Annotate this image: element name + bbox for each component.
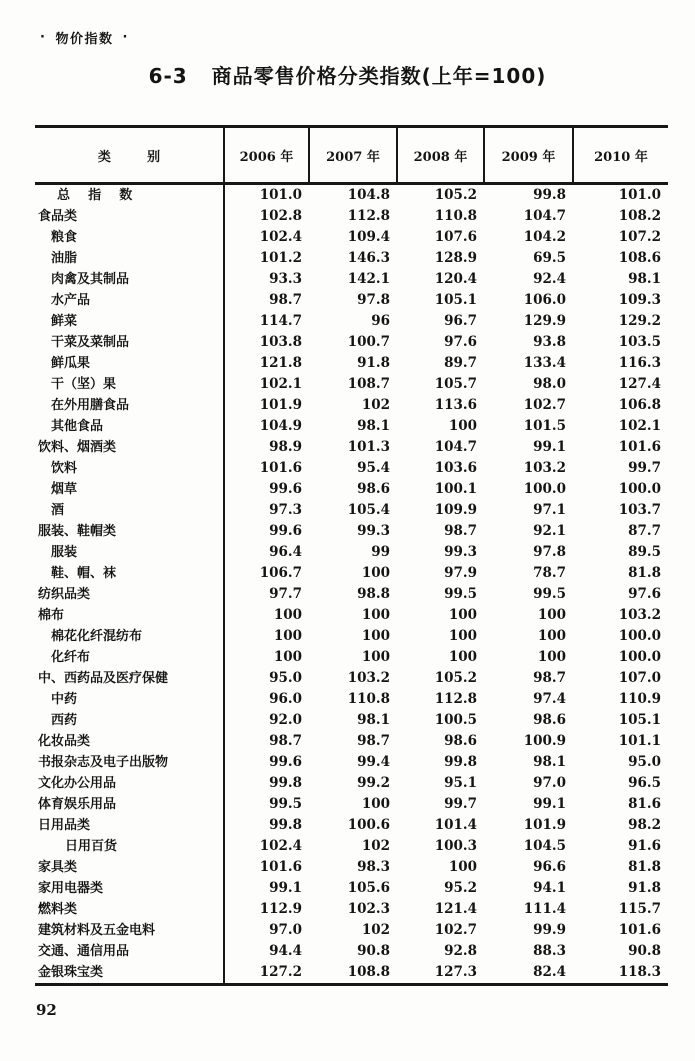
value-cell: 127.4 (618, 376, 661, 392)
value-cell: 106.7 (259, 565, 302, 581)
value-cell: 142.1 (347, 271, 390, 287)
value-cell: 99.8 (269, 775, 302, 791)
table-row (35, 332, 668, 353)
value-cell: 96 (371, 313, 390, 329)
value-cell: 121.8 (259, 355, 302, 371)
value-cell: 118.3 (618, 964, 661, 980)
row-label: 化妆品类 (35, 731, 224, 752)
value-cell: 100 (361, 628, 390, 644)
value-cell: 100.1 (434, 481, 477, 497)
value-cell: 99.8 (533, 187, 566, 203)
value-cell: 102.1 (618, 418, 661, 434)
value-cell: 112.8 (347, 208, 390, 224)
page-title: 6-3 商品零售价格分类指数(上年=100) (148, 64, 547, 88)
table-row (35, 542, 668, 563)
value-cell: 105.7 (434, 376, 477, 392)
table-row (35, 605, 668, 626)
value-cell: 91.6 (628, 838, 661, 854)
table-row (35, 395, 668, 416)
table-row (35, 962, 668, 985)
table-row (35, 899, 668, 920)
column-header-year: 2009 年 (484, 127, 573, 184)
row-label: 棉布 (35, 605, 224, 626)
value-cell: 91.8 (357, 355, 390, 371)
value-cell: 101.6 (618, 922, 661, 938)
table-row (35, 857, 668, 878)
value-cell: 99.1 (269, 880, 302, 896)
row-label: 食品类 (35, 206, 224, 227)
value-cell: 100.9 (523, 733, 566, 749)
value-cell: 112.9 (259, 901, 302, 917)
page-number: 92 (36, 1001, 57, 1019)
value-cell: 101.6 (618, 439, 661, 455)
value-cell: 104.8 (347, 187, 390, 203)
value-cell: 109.4 (347, 229, 390, 245)
row-label: 服装 (35, 542, 224, 563)
value-cell: 99.1 (533, 439, 566, 455)
table-header-row (35, 127, 668, 184)
value-cell: 102.7 (523, 397, 566, 413)
row-label: 粮食 (35, 227, 224, 248)
row-label: 西药 (35, 710, 224, 731)
value-cell: 99.5 (533, 586, 566, 602)
column-header-year: 2008 年 (397, 127, 484, 184)
row-label: 烟草 (35, 479, 224, 500)
value-cell: 98.6 (444, 733, 477, 749)
value-cell: 95.1 (444, 775, 477, 791)
row-label: 化纤布 (35, 647, 224, 668)
table-row (35, 689, 668, 710)
value-cell: 98.7 (269, 292, 302, 308)
value-cell: 99.6 (269, 481, 302, 497)
value-cell: 100.0 (523, 481, 566, 497)
column-header-year: 2010 年 (573, 127, 668, 184)
marker-left-dot-icon: · (40, 30, 47, 45)
value-cell: 94.1 (533, 880, 566, 896)
table-row (35, 269, 668, 290)
value-cell: 88.3 (533, 943, 566, 959)
value-cell: 110.8 (434, 208, 477, 224)
value-cell: 99.9 (533, 922, 566, 938)
value-cell: 96.6 (533, 859, 566, 875)
row-label: 燃料类 (35, 899, 224, 920)
value-cell: 98.6 (357, 481, 390, 497)
marker-right-dot-icon: · (122, 30, 129, 45)
value-cell: 105.6 (347, 880, 390, 896)
value-cell: 98.8 (357, 586, 390, 602)
value-cell: 105.2 (434, 187, 477, 203)
value-cell: 97.6 (628, 586, 661, 602)
table-row (35, 500, 668, 521)
value-cell: 100.6 (347, 817, 390, 833)
value-cell: 106.0 (523, 292, 566, 308)
value-cell: 104.2 (523, 229, 566, 245)
value-cell: 101.0 (618, 187, 661, 203)
row-label: 日用百货 (35, 836, 224, 857)
value-cell: 104.7 (434, 439, 477, 455)
table-row (35, 584, 668, 605)
table-row (35, 311, 668, 332)
value-cell: 103.7 (618, 502, 661, 518)
row-label: 鲜瓜果 (35, 353, 224, 374)
value-cell: 107.0 (618, 670, 661, 686)
value-cell: 99.7 (444, 796, 477, 812)
value-cell: 98.7 (269, 733, 302, 749)
value-cell: 69.5 (533, 250, 566, 266)
value-cell: 102 (361, 397, 390, 413)
value-cell: 89.7 (444, 355, 477, 371)
table-row (35, 290, 668, 311)
value-cell: 106.8 (618, 397, 661, 413)
value-cell: 100 (273, 628, 302, 644)
value-cell: 102.1 (259, 376, 302, 392)
row-label: 酒 (35, 500, 224, 521)
row-label: 水产品 (35, 290, 224, 311)
value-cell: 100.0 (618, 649, 661, 665)
row-label: 棉花化纤混纺布 (35, 626, 224, 647)
table-row (35, 878, 668, 899)
value-cell: 102.8 (259, 208, 302, 224)
value-cell: 110.8 (347, 691, 390, 707)
value-cell: 99 (371, 544, 390, 560)
value-cell: 100 (537, 607, 566, 623)
table-row (35, 836, 668, 857)
value-cell: 103.5 (618, 334, 661, 350)
value-cell: 99.3 (444, 544, 477, 560)
table-row (35, 752, 668, 773)
value-cell: 97.3 (269, 502, 302, 518)
row-label: 肉禽及其制品 (35, 269, 224, 290)
value-cell: 78.7 (533, 565, 566, 581)
value-cell: 92.1 (533, 523, 566, 539)
value-cell: 97.7 (269, 586, 302, 602)
value-cell: 81.8 (628, 859, 661, 875)
value-cell: 104.5 (523, 838, 566, 854)
value-cell: 98.3 (357, 859, 390, 875)
value-cell: 127.2 (259, 964, 302, 980)
value-cell: 99.2 (357, 775, 390, 791)
value-cell: 100 (361, 796, 390, 812)
row-label: 总 指 数 (35, 184, 224, 207)
value-cell: 92.0 (269, 712, 302, 728)
table-row (35, 227, 668, 248)
table-row (35, 479, 668, 500)
value-cell: 100 (361, 649, 390, 665)
value-cell: 108.7 (347, 376, 390, 392)
value-cell: 99.7 (628, 460, 661, 476)
value-cell: 127.3 (434, 964, 477, 980)
value-cell: 101.4 (434, 817, 477, 833)
value-cell: 100 (361, 607, 390, 623)
row-label: 饮料 (35, 458, 224, 479)
value-cell: 87.7 (628, 523, 661, 539)
value-cell: 97.8 (533, 544, 566, 560)
value-cell: 97.9 (444, 565, 477, 581)
value-cell: 95.4 (357, 460, 390, 476)
value-cell: 99.5 (269, 796, 302, 812)
row-label: 饮料、烟酒类 (35, 437, 224, 458)
value-cell: 129.2 (618, 313, 661, 329)
table-row (35, 941, 668, 962)
row-label: 中、西药品及医疗保健 (35, 668, 224, 689)
value-cell: 100 (273, 649, 302, 665)
value-cell: 97.6 (444, 334, 477, 350)
value-cell: 100 (537, 649, 566, 665)
row-label: 干菜及菜制品 (35, 332, 224, 353)
table-row (35, 794, 668, 815)
value-cell: 101.9 (259, 397, 302, 413)
value-cell: 93.8 (533, 334, 566, 350)
value-cell: 99.5 (444, 586, 477, 602)
value-cell: 100 (448, 649, 477, 665)
value-cell: 98.7 (533, 670, 566, 686)
value-cell: 102 (361, 838, 390, 854)
row-label: 鞋、帽、袜 (35, 563, 224, 584)
value-cell: 133.4 (523, 355, 566, 371)
value-cell: 103.2 (523, 460, 566, 476)
value-cell: 102.4 (259, 838, 302, 854)
value-cell: 108.6 (618, 250, 661, 266)
table-row (35, 668, 668, 689)
value-cell: 101.5 (523, 418, 566, 434)
value-cell: 101.6 (259, 460, 302, 476)
row-label: 其他食品 (35, 416, 224, 437)
value-cell: 98.1 (533, 754, 566, 770)
row-label: 家用电器类 (35, 878, 224, 899)
table-row (35, 815, 668, 836)
row-label: 体育娱乐用品 (35, 794, 224, 815)
value-cell: 100 (361, 565, 390, 581)
value-cell: 99.8 (444, 754, 477, 770)
table-row (35, 184, 668, 207)
value-cell: 112.8 (434, 691, 477, 707)
row-label: 建筑材料及五金电料 (35, 920, 224, 941)
value-cell: 82.4 (533, 964, 566, 980)
value-cell: 98.1 (357, 712, 390, 728)
value-cell: 97.0 (269, 922, 302, 938)
value-cell: 98.1 (357, 418, 390, 434)
row-label: 油脂 (35, 248, 224, 269)
value-cell: 97.4 (533, 691, 566, 707)
table-row (35, 206, 668, 227)
value-cell: 100 (537, 628, 566, 644)
value-cell: 92.8 (444, 943, 477, 959)
value-cell: 97.0 (533, 775, 566, 791)
value-cell: 89.5 (628, 544, 661, 560)
value-cell: 129.9 (523, 313, 566, 329)
value-cell: 146.3 (347, 250, 390, 266)
value-cell: 99.6 (269, 523, 302, 539)
price-index-table (35, 125, 668, 986)
value-cell: 100 (448, 607, 477, 623)
value-cell: 111.4 (523, 901, 566, 917)
value-cell: 101.1 (618, 733, 661, 749)
value-cell: 94.4 (269, 943, 302, 959)
value-cell: 95.0 (628, 754, 661, 770)
value-cell: 99.3 (357, 523, 390, 539)
value-cell: 103.8 (259, 334, 302, 350)
row-label: 文化办公用品 (35, 773, 224, 794)
table-row (35, 353, 668, 374)
section-marker-label: 物价指数 (55, 32, 114, 47)
value-cell: 100 (448, 859, 477, 875)
table-row (35, 437, 668, 458)
table-row (35, 773, 668, 794)
value-cell: 97.8 (357, 292, 390, 308)
value-cell: 105.4 (347, 502, 390, 518)
value-cell: 103.6 (434, 460, 477, 476)
value-cell: 108.8 (347, 964, 390, 980)
table-row (35, 626, 668, 647)
table-row (35, 521, 668, 542)
value-cell: 99.1 (533, 796, 566, 812)
value-cell: 102 (361, 922, 390, 938)
value-cell: 108.2 (618, 208, 661, 224)
value-cell: 91.8 (628, 880, 661, 896)
value-cell: 107.6 (434, 229, 477, 245)
value-cell: 98.9 (269, 439, 302, 455)
value-cell: 110.9 (618, 691, 661, 707)
value-cell: 81.6 (628, 796, 661, 812)
value-cell: 100.3 (434, 838, 477, 854)
column-header-year: 2006 年 (224, 127, 309, 184)
value-cell: 96.7 (444, 313, 477, 329)
row-label: 鲜菜 (35, 311, 224, 332)
value-cell: 101.3 (347, 439, 390, 455)
value-cell: 105.1 (434, 292, 477, 308)
value-cell: 102.7 (434, 922, 477, 938)
value-cell: 116.3 (618, 355, 661, 371)
value-cell: 101.0 (259, 187, 302, 203)
value-cell: 105.2 (434, 670, 477, 686)
value-cell: 99.4 (357, 754, 390, 770)
value-cell: 100.7 (347, 334, 390, 350)
row-label: 日用品类 (35, 815, 224, 836)
value-cell: 120.4 (434, 271, 477, 287)
value-cell: 81.8 (628, 565, 661, 581)
row-label: 交通、通信用品 (35, 941, 224, 962)
value-cell: 101.9 (523, 817, 566, 833)
column-header-year: 2007 年 (309, 127, 397, 184)
table-row (35, 647, 668, 668)
value-cell: 113.6 (434, 397, 477, 413)
value-cell: 109.3 (618, 292, 661, 308)
table-row (35, 731, 668, 752)
value-cell: 100.0 (618, 628, 661, 644)
value-cell: 96.0 (269, 691, 302, 707)
row-label: 家具类 (35, 857, 224, 878)
value-cell: 115.7 (618, 901, 661, 917)
value-cell: 128.9 (434, 250, 477, 266)
value-cell: 101.6 (259, 859, 302, 875)
row-label: 纺织品类 (35, 584, 224, 605)
value-cell: 100 (448, 628, 477, 644)
value-cell: 98.2 (628, 817, 661, 833)
value-cell: 96.4 (269, 544, 302, 560)
table-row (35, 374, 668, 395)
value-cell: 100.0 (618, 481, 661, 497)
value-cell: 102.4 (259, 229, 302, 245)
value-cell: 102.3 (347, 901, 390, 917)
value-cell: 99.8 (269, 817, 302, 833)
value-cell: 103.2 (347, 670, 390, 686)
value-cell: 105.1 (618, 712, 661, 728)
table-row (35, 563, 668, 584)
table-row (35, 458, 668, 479)
row-label: 在外用膳食品 (35, 395, 224, 416)
value-cell: 104.7 (523, 208, 566, 224)
table-row (35, 248, 668, 269)
value-cell: 98.0 (533, 376, 566, 392)
value-cell: 93.3 (269, 271, 302, 287)
value-cell: 103.2 (618, 607, 661, 623)
row-label: 书报杂志及电子出版物 (35, 752, 224, 773)
value-cell: 90.8 (357, 943, 390, 959)
table-row (35, 920, 668, 941)
value-cell: 104.9 (259, 418, 302, 434)
value-cell: 95.2 (444, 880, 477, 896)
value-cell: 98.7 (357, 733, 390, 749)
value-cell: 97.1 (533, 502, 566, 518)
value-cell: 92.4 (533, 271, 566, 287)
value-cell: 114.7 (259, 313, 302, 329)
value-cell: 96.5 (628, 775, 661, 791)
value-cell: 90.8 (628, 943, 661, 959)
value-cell: 99.6 (269, 754, 302, 770)
value-cell: 107.2 (618, 229, 661, 245)
row-label: 服装、鞋帽类 (35, 521, 224, 542)
row-label: 金银珠宝类 (35, 962, 224, 985)
row-label: 中药 (35, 689, 224, 710)
value-cell: 100 (448, 418, 477, 434)
value-cell: 101.2 (259, 250, 302, 266)
value-cell: 100 (273, 607, 302, 623)
table-row (35, 710, 668, 731)
column-header-category: 类 别 (35, 127, 224, 184)
table-row (35, 416, 668, 437)
value-cell: 121.4 (434, 901, 477, 917)
value-cell: 98.6 (533, 712, 566, 728)
section-marker (40, 28, 129, 47)
value-cell: 100.5 (434, 712, 477, 728)
value-cell: 95.0 (269, 670, 302, 686)
row-label: 干（坚）果 (35, 374, 224, 395)
value-cell: 98.1 (628, 271, 661, 287)
value-cell: 109.9 (434, 502, 477, 518)
value-cell: 98.7 (444, 523, 477, 539)
